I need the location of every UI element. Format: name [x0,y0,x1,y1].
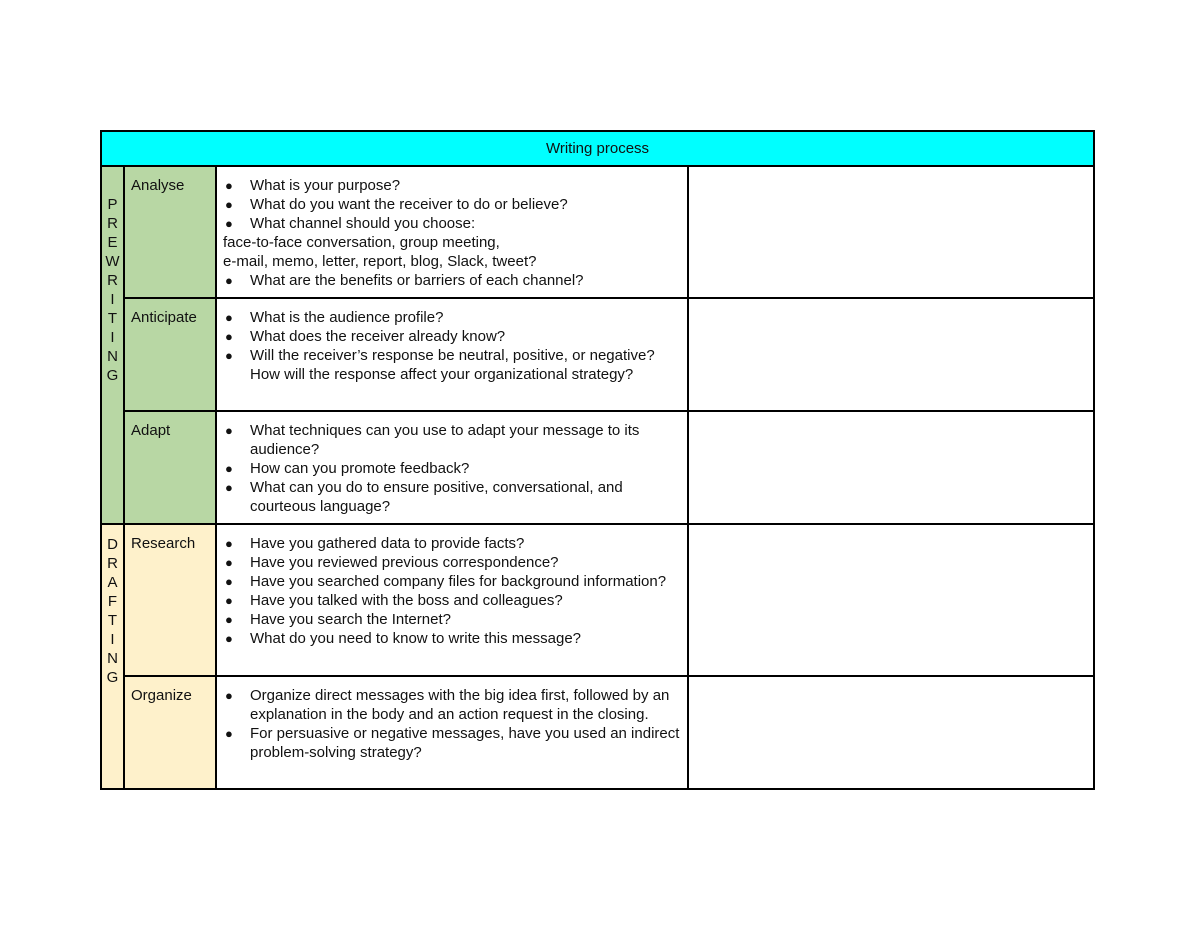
phase-letter: I [110,329,115,346]
list-item: ● Will the receiver’s response be neutral, positive, or negative? How will the response affect your organizational strategy? [225,347,655,383]
bullet-icon: ● [225,273,233,288]
bullet-icon: ● [225,593,233,608]
list-item: ● What techniques can you use to adapt your message to its audience? [225,422,640,458]
bullet-icon: ● [225,197,233,212]
step-label-research: Research [124,524,216,676]
bullet-icon: ● [225,310,233,325]
phase-letter: R [107,555,118,572]
plain-line: face-to-face conversation, group meeting, [223,234,500,251]
step-questions-organize [216,676,688,789]
list-item: ● Organize direct messages with the big idea first, followed by an explanation in the body and an action request in the closing. [225,687,670,723]
list-item: ● What are the benefits or barriers of each channel? [225,272,584,289]
list-item: ● What channel should you choose: [225,215,476,232]
notes-cell-organize[interactable] [688,676,1094,789]
bullet-icon: ● [225,574,233,589]
phase-label-drafting [101,524,124,789]
bullet-icon: ● [225,348,233,363]
phase-letter: G [106,669,119,686]
step-label-analyse: Analyse [124,166,216,298]
notes-cell-adapt[interactable] [688,411,1094,524]
list-item: ● What do you want the receiver to do or believe? [225,196,568,213]
phase-letter: N [107,650,118,667]
step-label-adapt: Adapt [124,411,216,524]
step-label-anticipate: Anticipate [124,298,216,411]
phase-letter: T [107,310,118,327]
list-item: ● What is the audience profile? [225,309,444,326]
step-questions-adapt [216,411,688,524]
phase-letter: F [107,593,118,610]
table-row [101,166,1094,298]
list-item: ● For persuasive or negative messages, have you used an indirect problem-solving strategy? [225,725,680,761]
phase-letter: G [106,367,119,384]
step-questions-research [216,524,688,676]
list-item: ● Have you gathered data to provide facts? [225,535,525,552]
phase-letter: R [107,215,118,232]
list-item: ● What can you do to ensure positive, conversational, and courteous language? [225,479,623,515]
title-row [101,131,1094,166]
phase-label-prewriting [101,166,124,524]
phase-letter: W [105,253,120,270]
bullet-icon: ● [225,612,233,627]
notes-cell-analyse[interactable] [688,166,1094,298]
phase-letter: T [107,612,118,629]
bullet-icon: ● [225,688,233,703]
phase-letter: E [107,234,118,251]
list-item: ● How can you promote feedback? [225,460,470,477]
bullet-icon: ● [225,178,233,193]
step-questions-anticipate [216,298,688,411]
bullet-icon: ● [225,726,233,741]
list-item: ● Have you search the Internet? [225,611,451,628]
bullet-icon: ● [225,423,233,438]
list-item: ● What do you need to know to write this message? [225,630,582,647]
table-row [101,298,1094,411]
table-row [101,411,1094,524]
bullet-icon: ● [225,461,233,476]
bullet-icon: ● [225,216,233,231]
phase-letter: N [107,348,118,365]
list-item: ● Have you searched company files for background information? [225,573,667,590]
phase-letter: D [107,536,118,553]
phase-letter: A [107,574,118,591]
table-row [101,524,1094,676]
table-title: Writing process [101,131,1094,166]
phase-letter: R [107,272,118,289]
list-item: ● Have you reviewed previous correspondence? [225,554,559,571]
phase-letter: P [107,196,118,213]
list-item: ● What does the receiver already know? [225,328,506,345]
bullet-icon: ● [225,329,233,344]
writing-process-table [100,130,1095,790]
phase-letter: I [110,291,115,308]
table-row [101,676,1094,789]
phase-letter: I [110,631,115,648]
list-item: ● Have you talked with the boss and colleagues? [225,592,563,609]
plain-line: e-mail, memo, letter, report, blog, Slack, tweet? [223,253,537,270]
bullet-icon: ● [225,555,233,570]
step-questions-analyse [216,166,688,298]
notes-cell-anticipate[interactable] [688,298,1094,411]
bullet-icon: ● [225,631,233,646]
list-item: ● What is your purpose? [225,177,401,194]
bullet-icon: ● [225,536,233,551]
bullet-icon: ● [225,480,233,495]
step-label-organize: Organize [124,676,216,789]
notes-cell-research[interactable] [688,524,1094,676]
